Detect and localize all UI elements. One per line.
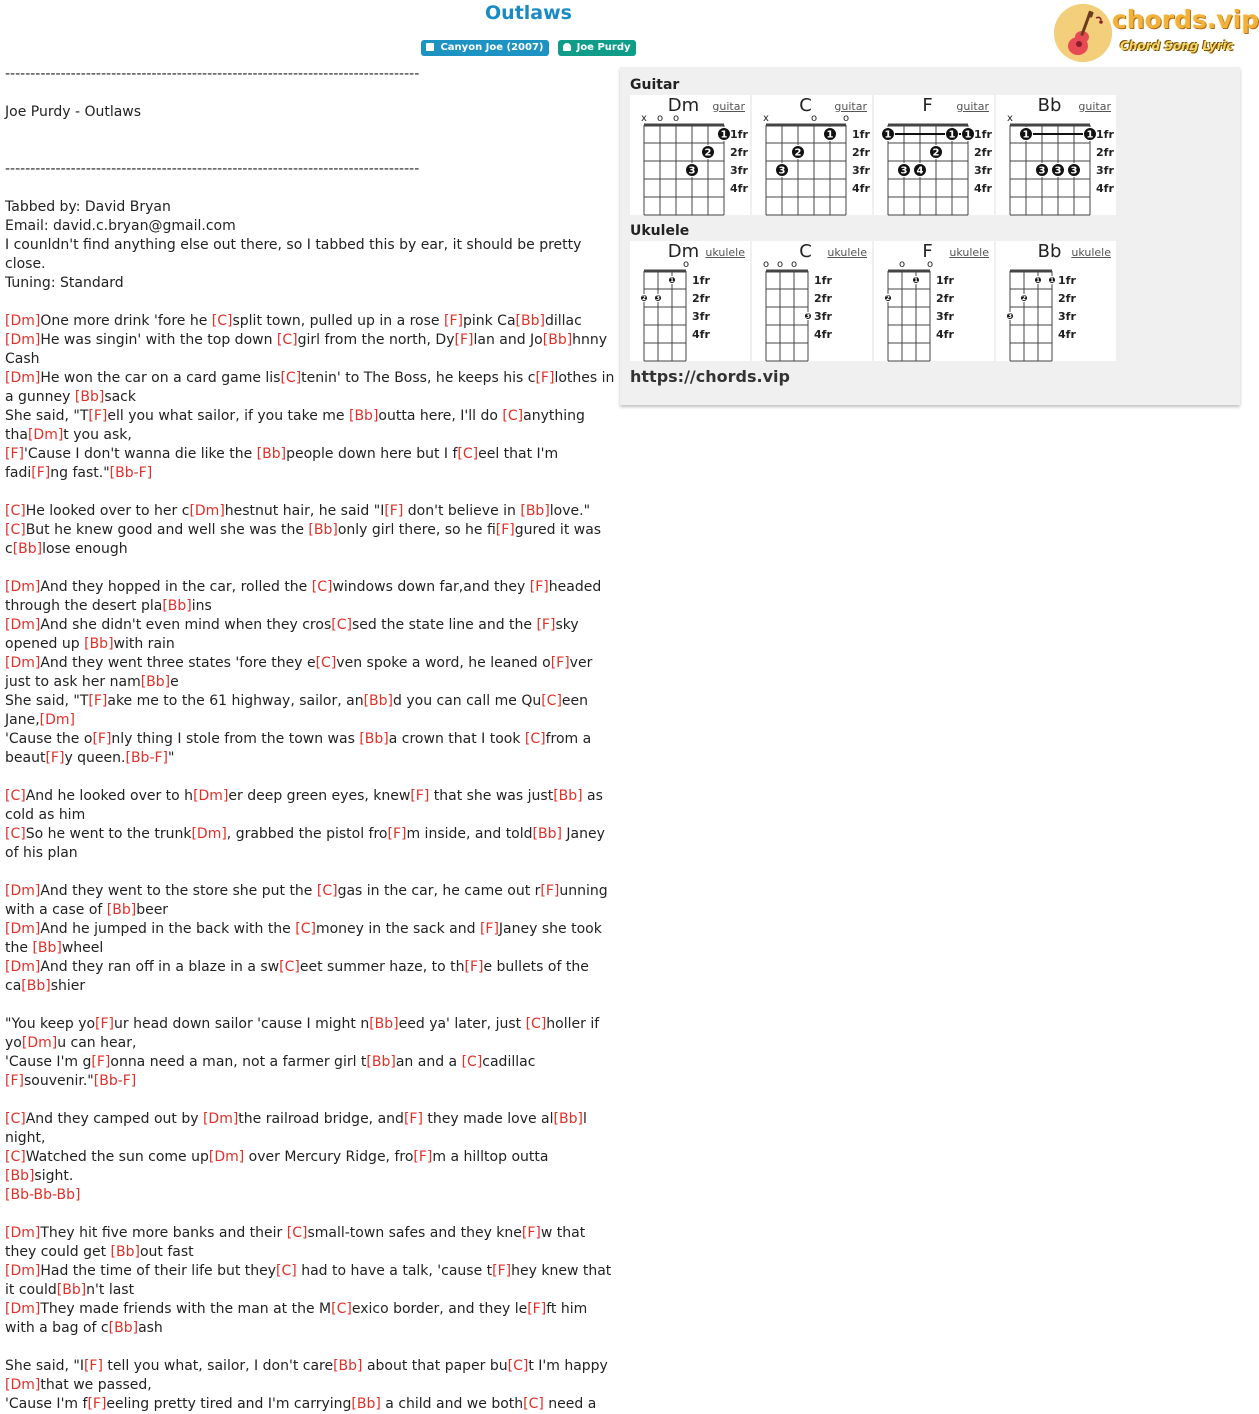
chord-marker[interactable]: [Dm] — [5, 313, 41, 329]
finger-number: 2 — [794, 147, 802, 159]
instrument-link[interactable]: ukulele — [827, 246, 867, 259]
chord-marker[interactable]: [Bb] — [106, 902, 137, 918]
chord-marker[interactable]: [Dm] — [5, 579, 41, 595]
muted-string-marker: x — [641, 113, 647, 124]
fret-label: 4fr — [852, 182, 870, 195]
chord-marker[interactable]: [Dm] — [39, 712, 75, 728]
finger-number: 3 — [655, 295, 661, 303]
fret-label: 3fr — [974, 164, 992, 177]
chord-marker[interactable]: [F] — [536, 617, 556, 633]
chord-marker[interactable]: [C] — [5, 522, 26, 538]
finger-number: 3 — [1038, 165, 1046, 177]
instrument-link[interactable]: guitar — [712, 100, 745, 113]
finger-number: 2 — [885, 295, 891, 303]
lyric-line — [5, 863, 617, 882]
chord-marker[interactable]: [Bb] — [351, 1396, 381, 1412]
finger-number: 1 — [1035, 277, 1041, 285]
chord-marker[interactable]: [F] — [413, 1149, 433, 1165]
chord-marker[interactable]: [C] — [507, 1358, 529, 1374]
chord-marker[interactable]: [Dm] — [5, 370, 41, 386]
chord-marker[interactable]: [Bb] — [363, 693, 393, 709]
chord-marker[interactable]: [F] — [527, 1301, 547, 1317]
chord-marker[interactable]: [Bb] — [333, 1358, 363, 1374]
chord-marker[interactable]: [F] — [479, 921, 499, 937]
chord-name: Dm — [667, 95, 700, 116]
chord-lyrics-sheet — [5, 65, 617, 1414]
chord-marker[interactable]: [Dm] — [5, 332, 41, 348]
chord-marker[interactable]: [Bb-F] — [109, 465, 153, 481]
finger-number: 4 — [916, 165, 924, 177]
fret-label: 3fr — [814, 310, 832, 323]
chord-marker[interactable]: [Bb] — [256, 446, 287, 462]
chord-marker[interactable]: [Dm] — [5, 1301, 41, 1317]
fret-label: 3fr — [730, 164, 748, 177]
chord-marker[interactable]: [Bb] — [110, 1244, 140, 1260]
chord-marker[interactable]: [Bb] — [5, 1168, 35, 1184]
chord-marker[interactable]: [Bb] — [359, 731, 389, 747]
fret-label: 1fr — [974, 128, 992, 141]
lyric-line: [Dm]They hit five more banks and their [C]small-town safes and they kne[F]w that they could get [Bb]out fast — [5, 1225, 590, 1260]
fret-label: 2fr — [974, 146, 992, 159]
lyric-line: Email: david.c.bryan@gmail.com — [5, 218, 236, 234]
fret-label: 4fr — [814, 328, 832, 341]
chord-marker[interactable]: [C] — [279, 959, 300, 975]
chord-name: Dm — [667, 241, 700, 262]
fret-label: 2fr — [692, 292, 710, 305]
chord-marker[interactable]: [C] — [5, 826, 26, 842]
fret-label: 3fr — [692, 310, 710, 323]
finger-number: 1 — [1086, 129, 1094, 141]
site-url[interactable]: https://chords.vip — [630, 367, 790, 386]
chord-marker[interactable]: [F] — [95, 1016, 115, 1032]
finger-number: 1 — [1022, 129, 1030, 141]
ukulele-chord-c[interactable] — [752, 241, 872, 361]
chord-marker[interactable]: [C] — [524, 731, 546, 747]
fret-label: 3fr — [1058, 310, 1076, 323]
lyric-line: [Dm]Had the time of their life but they[C] had to have a talk, 'cause t[F]hey knew that it could[Bb]n't last — [5, 1263, 616, 1298]
chord-marker[interactable]: [F] — [88, 693, 108, 709]
chord-marker[interactable]: [Bb] — [515, 313, 545, 329]
chord-marker[interactable]: [Bb] — [366, 1054, 396, 1070]
chord-marker[interactable]: [F] — [91, 1054, 111, 1070]
fret-label: 3fr — [936, 310, 954, 323]
guitar-chord-f[interactable] — [874, 95, 994, 215]
chord-marker[interactable]: [Bb-Bb-Bb] — [5, 1187, 81, 1203]
chord-marker[interactable]: [Bb] — [369, 1016, 399, 1032]
chord-marker[interactable]: [F] — [492, 1263, 512, 1279]
lyric-line: 'Cause I'm f[F]eeling pretty tired and I'm carrying[Bb] a child and we both[C] need a — [5, 1396, 597, 1412]
artist-badge-label: Joe Purdy — [576, 42, 631, 53]
guitar-logo-icon — [1054, 4, 1112, 62]
open-string-marker: o — [898, 259, 906, 270]
fret-label: 4fr — [936, 328, 954, 341]
chord-marker[interactable]: [Dm] — [5, 617, 41, 633]
artist-badge[interactable] — [558, 40, 636, 56]
chord-marker[interactable]: [C] — [286, 1225, 308, 1241]
chord-marker[interactable]: [Bb] — [553, 1111, 583, 1127]
fret-label: 1fr — [936, 274, 954, 287]
chord-marker[interactable]: [Bb] — [32, 940, 62, 956]
lyric-line — [5, 293, 617, 312]
fret-label: 3fr — [852, 164, 870, 177]
chord-marker[interactable]: [C] — [280, 370, 302, 386]
ukulele-chord-bb[interactable] — [996, 241, 1116, 361]
fret-label: 4fr — [692, 328, 710, 341]
lyric-line: [Dm]One more drink 'fore he [C]split town, pulled up in a rose [F]pink Ca[Bb]dillac — [5, 313, 582, 329]
chord-marker[interactable]: [C] — [276, 1263, 297, 1279]
lyric-line — [5, 559, 617, 578]
lyric-line: [C]But he knew good and well she was the [Bb]only girl there, so he fi[F]gured it was c[Bb]lose enough — [5, 522, 606, 557]
lyric-line: [C]Watched the sun come up[Dm] over Mercury Ridge, fro[F]m a hilltop outta [Bb]sight. — [5, 1149, 553, 1184]
chord-marker[interactable]: [C] — [311, 579, 333, 595]
chord-marker[interactable]: [C] — [5, 1111, 26, 1127]
lyric-line — [5, 483, 617, 502]
lyric-line: [C]So he went to the trunk[Dm], grabbed the pistol fro[F]m inside, and told[Bb] Janey of his plan — [5, 826, 610, 861]
chord-marker[interactable]: [F] — [5, 1073, 24, 1089]
chord-marker[interactable]: [Bb] — [553, 788, 583, 804]
chord-marker[interactable]: [F] — [83, 1358, 103, 1374]
lyric-line: 'Cause the o[F]nly thing I stole from the town was [Bb]a crown that I took [C]from a beaut[F]y queen.[Bb-F]" — [5, 731, 596, 766]
chord-marker[interactable]: [C] — [316, 883, 338, 899]
lyric-line — [5, 1186, 617, 1205]
chord-marker[interactable]: [F] — [443, 313, 463, 329]
chord-name: C — [799, 241, 812, 262]
fret-label: 1fr — [1096, 128, 1114, 141]
fret-label: 4fr — [1096, 182, 1114, 195]
album-icon — [426, 43, 434, 51]
chord-marker[interactable]: [Dm] — [189, 503, 225, 519]
open-string-marker: o — [842, 113, 850, 124]
lyric-line: [C]And he looked over to h[Dm]er deep green eyes, knew[F] that she was just[Bb] as cold as him — [5, 788, 608, 823]
chord-marker[interactable]: [F] — [45, 750, 65, 766]
fret-label: 4fr — [730, 182, 748, 195]
chord-marker[interactable]: [Bb-F] — [93, 1073, 137, 1089]
fret-label: 1fr — [1058, 274, 1076, 287]
lyric-line: [Dm]They made friends with the man at the M[C]exico border, and they le[F]ft him with a bag of c[Bb]ash — [5, 1301, 592, 1336]
open-string-marker: o — [790, 259, 798, 270]
lyric-line: [Dm]And they hopped in the car, rolled the [C]windows down far,and they [F]headed through the desert pla[Bb]ins — [5, 579, 606, 614]
finger-number: 1 — [1049, 277, 1055, 285]
song-title: Outlaws — [485, 2, 572, 24]
chord-marker[interactable]: [F] — [410, 788, 430, 804]
chord-marker[interactable]: [C] — [502, 408, 524, 424]
chord-marker[interactable]: [Bb] — [520, 503, 550, 519]
fret-label: 2fr — [1058, 292, 1076, 305]
lyric-line: ---------------------------------------------------------------------------------- — [5, 66, 420, 82]
lyric-line: Joe Purdy - Outlaws — [5, 104, 142, 120]
chord-marker[interactable]: [C] — [5, 788, 26, 804]
finger-number: 1 — [948, 129, 956, 141]
fret-label: 2fr — [852, 146, 870, 159]
instrument-link[interactable]: guitar — [956, 100, 989, 113]
chord-marker[interactable]: [Dm] — [5, 959, 41, 975]
chord-marker[interactable]: [Bb] — [21, 978, 51, 994]
chord-diagrams-panel — [620, 67, 1240, 405]
fret-label: 4fr — [1058, 328, 1076, 341]
chord-marker[interactable]: [C] — [525, 1016, 547, 1032]
chord-marker[interactable]: [Dm] — [5, 1263, 41, 1279]
fret-label: 1fr — [814, 274, 832, 287]
chord-marker[interactable]: [Bb-F] — [125, 750, 169, 766]
lyric-line: [Dm]And she didn't even mind when they cros[C]sed the state line and the [F]sky opened up [Bb]with rain — [5, 617, 584, 652]
chord-marker[interactable]: [Bb] — [162, 598, 192, 614]
lyric-line: 'Cause I'm g[F]onna need a man, not a farmer girl t[Bb]an and a [C]cadillac [F]souvenir."[Bb-F] — [5, 1054, 540, 1089]
user-icon — [563, 43, 571, 51]
chord-marker[interactable]: [Dm] — [5, 1225, 41, 1241]
lyric-line — [5, 996, 617, 1015]
instrument-link[interactable]: ukulele — [705, 246, 745, 259]
finger-number: 2 — [641, 295, 647, 303]
chord-marker[interactable]: [Dm] — [21, 1035, 58, 1051]
lyric-line: "You keep yo[F]ur head down sailor 'cause I might n[Bb]eed ya' later, just [C]holler if yo[Dm]u can hear, — [5, 1016, 604, 1051]
ukulele-chord-dm[interactable] — [630, 241, 750, 361]
lyric-line: [Dm]He was singin' with the top down [C]girl from the north, Dy[F]lan and Jo[Bb]hnny Cash — [5, 332, 612, 367]
chord-name: F — [922, 95, 933, 116]
chord-marker[interactable]: [Bb] — [74, 389, 105, 405]
site-logo[interactable] — [1054, 4, 1259, 62]
lyric-line: [C]And they camped out by [Dm]the railroad bridge, and[F] they made love al[Bb]l night, — [5, 1111, 592, 1146]
chord-marker[interactable]: [C] — [211, 313, 233, 329]
fret-label: 2fr — [1096, 146, 1114, 159]
chord-marker[interactable]: [F] — [87, 1396, 107, 1412]
finger-number: 3 — [900, 165, 908, 177]
fret-label: 2fr — [936, 292, 954, 305]
finger-number: 1 — [913, 277, 919, 285]
lyric-line — [5, 122, 617, 141]
chord-marker[interactable]: [Bb] — [532, 826, 562, 842]
finger-number: 3 — [805, 313, 811, 321]
album-badge-label: Canyon Joe (2007) — [440, 42, 544, 53]
guitar-chord-c[interactable] — [752, 95, 872, 215]
open-string-marker: o — [926, 259, 934, 270]
lyric-line — [5, 84, 617, 103]
chord-marker[interactable]: [Dm] — [191, 826, 227, 842]
chord-marker[interactable]: [Bb] — [542, 332, 573, 348]
chord-marker[interactable]: [F] — [521, 1225, 541, 1241]
ukulele-chord-f[interactable] — [874, 241, 994, 361]
song-badges — [0, 35, 1057, 56]
chord-marker[interactable]: [Bb] — [140, 674, 171, 690]
logo-tagline: Chord Song Lyric — [1120, 39, 1234, 53]
chord-name: Bb — [1037, 95, 1062, 116]
chord-marker[interactable]: [F] — [31, 465, 51, 481]
chord-marker[interactable]: [Bb] — [56, 1282, 87, 1298]
chord-marker[interactable]: [F] — [529, 579, 549, 595]
guitar-chord-bb[interactable] — [996, 95, 1116, 215]
muted-string-marker: x — [1007, 113, 1013, 124]
finger-number: 1 — [884, 129, 892, 141]
lyric-line — [5, 1338, 617, 1357]
chord-marker[interactable]: [Bb] — [308, 522, 338, 538]
chord-marker[interactable]: [Dm] — [193, 788, 229, 804]
chord-marker[interactable]: [Bb] — [348, 408, 379, 424]
chord-marker[interactable]: [C] — [461, 1054, 483, 1070]
chord-marker[interactable]: [F] — [464, 959, 484, 975]
chord-marker[interactable]: [C] — [457, 446, 479, 462]
lyric-line — [5, 1205, 617, 1224]
lyric-line: [Dm]And they went to the store she put the [C]gas in the car, he came out r[F]unning with a case of [Bb]beer — [5, 883, 613, 918]
chord-marker[interactable]: [C] — [523, 1396, 544, 1412]
open-string-marker: o — [776, 259, 784, 270]
chord-marker[interactable]: [F] — [5, 446, 24, 462]
guitar-section-label: Guitar — [630, 77, 680, 93]
chord-marker[interactable]: [F] — [454, 332, 474, 348]
lyric-line: She said, "T[F]ake me to the 61 highway, sailor, an[Bb]d you can call me Qu[C]een Jane,[Dm] — [5, 693, 593, 728]
finger-number: 2 — [932, 147, 940, 159]
open-string-marker: o — [682, 259, 690, 270]
chord-marker[interactable]: [C] — [331, 617, 352, 633]
lyric-line: Tuning: Standard — [5, 275, 124, 291]
finger-number: 3 — [1054, 165, 1062, 177]
chord-marker[interactable]: [Dm] — [202, 1111, 239, 1127]
fret-label: 1fr — [852, 128, 870, 141]
lyric-line: [Dm]And he jumped in the back with the [C]money in the sack and [F]Janey she took the [Bb]wheel — [5, 921, 607, 956]
finger-number: 3 — [1070, 165, 1078, 177]
chord-name: F — [922, 241, 933, 262]
lyric-line: [Dm]And they went three states 'fore they e[C]ven spoke a word, he leaned o[F]ver just to ask her nam[Bb]e — [5, 655, 597, 690]
chord-marker[interactable]: [F] — [540, 883, 560, 899]
muted-string-marker: x — [763, 113, 769, 124]
lyric-line — [5, 1091, 617, 1110]
finger-number: 2 — [1021, 295, 1027, 303]
instrument-link[interactable]: ukulele — [1071, 246, 1111, 259]
chord-marker[interactable]: [F] — [384, 503, 404, 519]
chord-marker[interactable]: [Bb] — [12, 541, 43, 557]
ukulele-section-label: Ukulele — [630, 223, 690, 239]
open-string-marker: o — [762, 259, 770, 270]
fret-label: 2fr — [730, 146, 748, 159]
instrument-link[interactable]: guitar — [834, 100, 867, 113]
lyric-line: [C]He looked over to her c[Dm]hestnut hair, he said "I[F] don't believe in [Bb]love." — [5, 503, 591, 519]
fret-label: 1fr — [692, 274, 710, 287]
chord-marker[interactable]: [Dm] — [5, 883, 41, 899]
instrument-link[interactable]: guitar — [1078, 100, 1111, 113]
chord-marker[interactable]: [C] — [331, 1301, 352, 1317]
logo-name: chords.vip — [1112, 5, 1259, 34]
lyric-line: [Dm]And they ran off in a blaze in a sw[C]eet summer haze, to th[F]e bullets of the ca[Bb]shier — [5, 959, 594, 994]
lyric-line: Tabbed by: David Bryan — [5, 199, 171, 215]
lyric-line: I counldn't find anything else out there, so I tabbed this by ear, it should be pretty close. — [5, 237, 586, 272]
chord-marker[interactable]: [Bb] — [84, 636, 114, 652]
fret-label: 1fr — [730, 128, 748, 141]
chord-marker[interactable]: [F] — [88, 408, 108, 424]
open-string-marker: o — [672, 113, 680, 124]
open-string-marker: o — [656, 113, 664, 124]
fret-label: 4fr — [974, 182, 992, 195]
chord-marker[interactable]: [Dm] — [208, 1149, 245, 1165]
chord-marker[interactable]: [C] — [5, 503, 26, 519]
finger-number: 1 — [964, 129, 972, 141]
finger-number: 3 — [688, 165, 696, 177]
chord-marker[interactable]: [F] — [495, 522, 515, 538]
lyric-line: ---------------------------------------------------------------------------------- — [5, 161, 420, 177]
finger-number: 1 — [669, 277, 675, 285]
chord-marker[interactable]: [F] — [535, 370, 555, 386]
guitar-chord-dm[interactable] — [630, 95, 750, 215]
finger-number: 3 — [778, 165, 786, 177]
lyric-line: [Dm]He won the car on a card game lis[C]tenin' to The Boss, he keeps his c[F]lothes in a gunney [Bb]sack — [5, 370, 619, 405]
chord-marker[interactable]: [F] — [550, 655, 570, 671]
chord-marker[interactable]: [Dm] — [27, 427, 64, 443]
open-string-marker: o — [810, 113, 818, 124]
finger-number: 3 — [1007, 313, 1013, 321]
chord-name: Bb — [1037, 241, 1062, 262]
chord-name: C — [799, 95, 812, 116]
album-badge[interactable] — [421, 40, 548, 56]
chord-marker[interactable]: [Dm] — [5, 1377, 41, 1393]
lyric-line — [5, 179, 617, 198]
finger-number: 1 — [826, 129, 834, 141]
chord-marker[interactable]: [C] — [295, 921, 316, 937]
chord-marker[interactable]: [F] — [403, 1111, 423, 1127]
chord-marker[interactable]: [C] — [276, 332, 298, 348]
lyric-line: [F]'Cause I don't wanna die like the [Bb]people down here but I f[C]eel that I'm fadi[F]ng fast."[Bb-F] — [5, 446, 563, 481]
chord-marker[interactable]: [F] — [92, 731, 112, 747]
chord-marker[interactable]: [C] — [5, 1149, 26, 1165]
chord-marker[interactable]: [C] — [541, 693, 562, 709]
fret-label: 3fr — [1096, 164, 1114, 177]
chord-marker[interactable]: [Dm] — [5, 655, 41, 671]
lyric-line: She said, "T[F]ell you what sailor, if you take me [Bb]outta here, I'll do [C]anything tha[Dm]t you ask, — [5, 408, 590, 443]
lyric-line: She said, "I[F] tell you what, sailor, I don't care[Bb] about that paper bu[C]t I'm happy [Dm]that we passed, — [5, 1358, 613, 1393]
lyric-line — [5, 141, 617, 160]
finger-number: 1 — [720, 129, 728, 141]
lyric-line — [5, 768, 617, 787]
finger-number: 2 — [704, 147, 712, 159]
chord-marker[interactable]: [F] — [387, 826, 407, 842]
fret-label: 2fr — [814, 292, 832, 305]
chord-marker[interactable]: [Dm] — [5, 921, 41, 937]
instrument-link[interactable]: ukulele — [949, 246, 989, 259]
chord-marker[interactable]: [C] — [315, 655, 337, 671]
chord-marker[interactable]: [Bb] — [108, 1320, 139, 1336]
